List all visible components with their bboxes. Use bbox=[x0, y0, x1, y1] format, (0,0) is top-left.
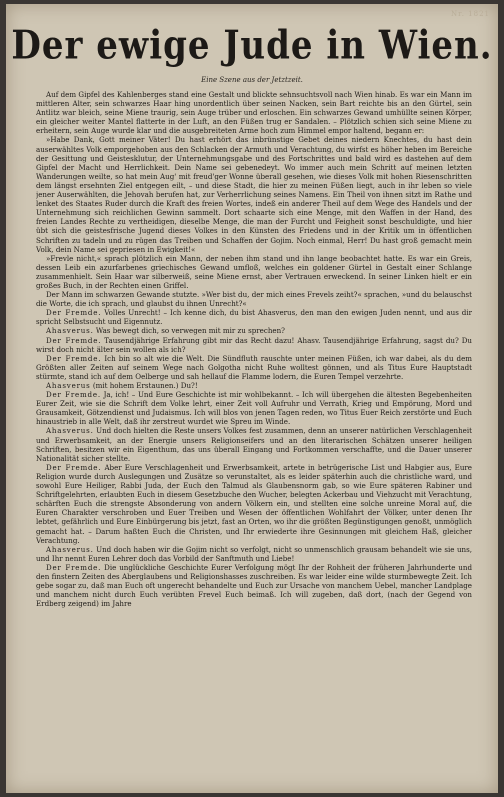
paragraph-text: Die unglückliche Geschichte Eurer Verfolgung mögt Ihr der Rohheit der früheren Jahrhunderte und den finstern Zeiten des Aberglaubens und Religionshasses zuschreiben. Es war leider eine wilde sturmbewegte Zeit. Ich gebe sogar zu, daß man Euch oft ungerecht behandelte und Euch zur Ursache von manchem Uebel, mancher Landplage und manchem nicht durch Euch verübten Frevel Euch beimaß. Ich will zugeben, daß dort, (nach der Gegend von Erdberg zeigend) im Jahre bbox=[36, 562, 472, 609]
paragraph-text: Volles Unrecht! – Ich kenne dich, du bist Ahasverus, den man den ewigen Juden nennt, und aus dir spricht Selbstsucht und Eigennutz. bbox=[36, 308, 472, 327]
paragraph-text: Aber Eure Verschlagenheit und Erwerbsamkeit, artete in betrügerische List und Habgier aus, Eure Religion wurde durch Auslegungen und Zusätze so verunstaltet, als es leider späterhin auch die christliche ward, und sowohl Eure Heiliger, Rabbi Juda, der Euch den Talmud als Glaubensnorm gab, so wie Eure späteren Rabiner und Schriftgelehrten, erlaubten Euch in diesem Gesetzbuche den Wucher, belegten Ackerbau und Viehzucht mit Verachtung, schärften Euch die strengste Absonderung von andern Völkern ein, und stellten eine solche unreine Moral auf, die Euren Charakter verschroben und Euer Treiben und Wesen der öffentlichen Wohlfahrt der Völker, unter denen Ihr lebtet, gefährlich und Eure Einbürgerung bis jetzt, fast an Orten, wo ihr die größten Begünstigungen genoßt, unmöglich gemacht hat. – Darum haßten Euch die Christen, und Ihr erwiederte ihre Gesinnungen mit gleichem Haß, gleicher Verachtung. bbox=[36, 462, 472, 545]
paragraph bbox=[36, 254, 472, 290]
paragraph bbox=[36, 135, 472, 253]
speaker-label: Ahasverus. bbox=[46, 544, 94, 554]
paragraph bbox=[36, 90, 472, 135]
paragraph-text: »Frevle nicht,« sprach plötzlich ein Mann, der neben ihm stand und ihn lange beobachtet hatte. Es war ein Greis, dessen Leib ein azurfarbenes griechisches Gewand umfloß, welches ein goldener Gürtel in Gestalt einer Schlange zusammenhielt. Sein Haar war silberweiß, seine Miene ernst, aber Vertrauen erweckend. In seiner Linken hielt er ein großes Buch, in der Rechten einen Griffel. bbox=[36, 253, 472, 290]
speaker-label: Ahasverus bbox=[46, 381, 91, 390]
speaker-label: Der Fremde. bbox=[46, 335, 102, 345]
paragraph-text: Was bewegt dich, so verwegen mit mir zu sprechen? bbox=[95, 326, 285, 336]
paragraph bbox=[36, 290, 472, 308]
document-sheet bbox=[6, 4, 498, 793]
paragraph-text: Ich bin so alt wie die Welt. Die Sündfluth rauschte unter meinen Füßen, ich war dabei, als du dem Größten aller Zeiten auf seinem Wege nach Golgotha nicht Ruhe wolltest gönnen, und als Titus Eure Hauptstadt stürmte, stand ich auf dem Oelberge und sah hellauf die Flamme lodern, die Euren Tempel verzehrte. bbox=[36, 353, 472, 381]
speaker-label: Ahasverus. bbox=[46, 426, 94, 436]
paragraph bbox=[36, 326, 472, 335]
paragraph-text: Ja, ich! – Und Eure Geschichte ist mir wohlbekannt. – Ich will übergehen die ältesten Begebenheiten Eurer Zeit, wie sie die Schrift dem Volke lehrt, einer Zeit voll Aufruhr und Verrath, Krieg und Empörung, Mord und Grausamkeit, Götzendienst und Judaismus. Ich will blos von jenen Tagen reden, wo Titus Euer Reich zerstörte und Euch hinaustrieb in alle Welt, daß ihr zerstreut wurdet wie Spreu im Winde. bbox=[36, 390, 472, 427]
paragraph bbox=[36, 336, 472, 354]
page-title: Der ewige Jude in Wien. bbox=[11, 23, 493, 69]
paragraph bbox=[36, 381, 472, 390]
document-body bbox=[36, 90, 472, 785]
paragraph bbox=[36, 390, 472, 426]
paragraph bbox=[36, 563, 472, 608]
speaker-label: Der Fremde. bbox=[46, 308, 102, 318]
paragraph bbox=[36, 545, 472, 563]
paragraph bbox=[36, 426, 472, 462]
paragraph bbox=[36, 354, 472, 381]
speaker-label: Der Fremde. bbox=[46, 390, 101, 400]
paragraph-text: »Habe Dank, Gott meiner Väter! Du hast erhört das inbrünstige Gebet deines niedern Knechtes, du hast dein auserwähltes Volk emporgehoben aus den Schlacken der Armuth und Verachtung, du wirfst es höher heben im Bereiche der Gesittung und Geistesklutur, der Unternehmungsgabe und des Fortschrittes und bald wird es dastehen auf dem Gipfel der Macht und Herrlichkeit. Dein Name sei gebenedeyt. Wo immer auch mein Schritt auf meinen letzten Wanderungen weilte, so hat mein Aug' mit freud'ger Wonne überall gesehen, wie dieses Volk mit hohen Riesenschritten dem längst ersehnten Ziel entgegen eilt, – und diese Stadt, die hier zu meinen Füßen liegt, auch in ihr leben so viele jener Auserwählten, die Jehovah berufen hat, zur Verherrlichung seines Namens. Ein Theil von ihnen sitzt im Rathe und lenket des Staates Ruder durch die Kraft des freien Wortes, indeß ein anderer Theil auf dem Wege des Handels und der Unternehmung sich reichlichen Gewinn sammelt. Dort schaarte sich eine Menge, mit den Waffen in der Hand, des freien Landes Rechte zu vertheidigen, dieselbe Menge, die man der Furcht und Feigheit sonst beschuldigte, und hier übt sich die geistesfrische Jugend dieses Volkes in den Künsten des Friedens und in der Kritik um in öffentlichen Schriften zu tadeln und zu rügen das Treiben und Schaffen der Gojim. Noch einmal, Herr! Du hast groß gemacht mein Volk, dein Name sei gepriesen in Ewigkeit!« bbox=[36, 135, 472, 254]
speaker-label: Der Fremde. bbox=[46, 353, 102, 363]
paragraph bbox=[36, 308, 472, 326]
speaker-label: Der Fremde. bbox=[46, 462, 102, 472]
paragraph-text: Der Mann im schwarzen Gewande stutzte. »Wer bist du, der mich eines Frevels zeiht?« sprachen, »und du belauschst die Worte, die ich sprach, und glaubst du ihnen Unrecht?« bbox=[36, 290, 472, 309]
paragraph-text: (mit hohem Erstaunen.) Du?! bbox=[92, 381, 198, 390]
speaker-label: Der Fremde. bbox=[46, 562, 102, 572]
speaker-label: Ahasverus. bbox=[46, 326, 94, 336]
paragraph-text: Und doch haben wir die Gojim nicht so verfolgt, nicht so unmenschlich grausam behandelt wie sie uns, und Ihr nennt Euren Lehrer doch das Vorbild der Sanftmuth und Liebe! bbox=[36, 544, 472, 563]
corner-mark: Nr. 1821 bbox=[451, 10, 490, 18]
paragraph bbox=[36, 463, 472, 545]
paragraph-text: Auf dem Gipfel des Kahlenberges stand eine Gestalt und blickte sehnsuchtsvoll nach Wien hinab. Es war ein Mann im mittleren Alter, sein schwarzes Haar hing unordentlich über seinen Nacken, sein Bart reichte bis an den Gürtel, sein Antlitz war bleich, seine Miene traurig, sein Auge trüber und erloschen. Ein schwarzes Gewand umhüllte seinen Körper, ein gleicher weiter Mantel flatterte in der Luft, an den Füßen trug er Sandalen. – Plötzlich schien sich seine Miene zu erheitern, sein Auge wurde klar und die ausgebreiteten Arme hoch zum Himmel empor haltend, begann er: bbox=[36, 90, 472, 136]
paragraph-text: Und doch hielten die Reste unsers Volkes fest zusammen, denn an unserer natürlichen Verschlagenheit und Erwerbsamkeit, an der Energie unsers Religionseifers und an den literarischen Schätzen unserer heiligen Schriften, besitzen wir ein Eigenthum, das uns überall Eingang und Fortkommen verschaffte, und die Dauer unserer Nationalität sicher stellte. bbox=[36, 426, 472, 463]
paragraph-text: Tausendjährige Erfahrung gibt mir das Recht dazu! Ahasv. Tausendjährige Erfahrung, sagst du? Du wirst doch nicht älter sein wollen als ich? bbox=[36, 335, 472, 354]
page-subtitle: Eine Szene aus der Jetztzeit. bbox=[201, 76, 303, 84]
